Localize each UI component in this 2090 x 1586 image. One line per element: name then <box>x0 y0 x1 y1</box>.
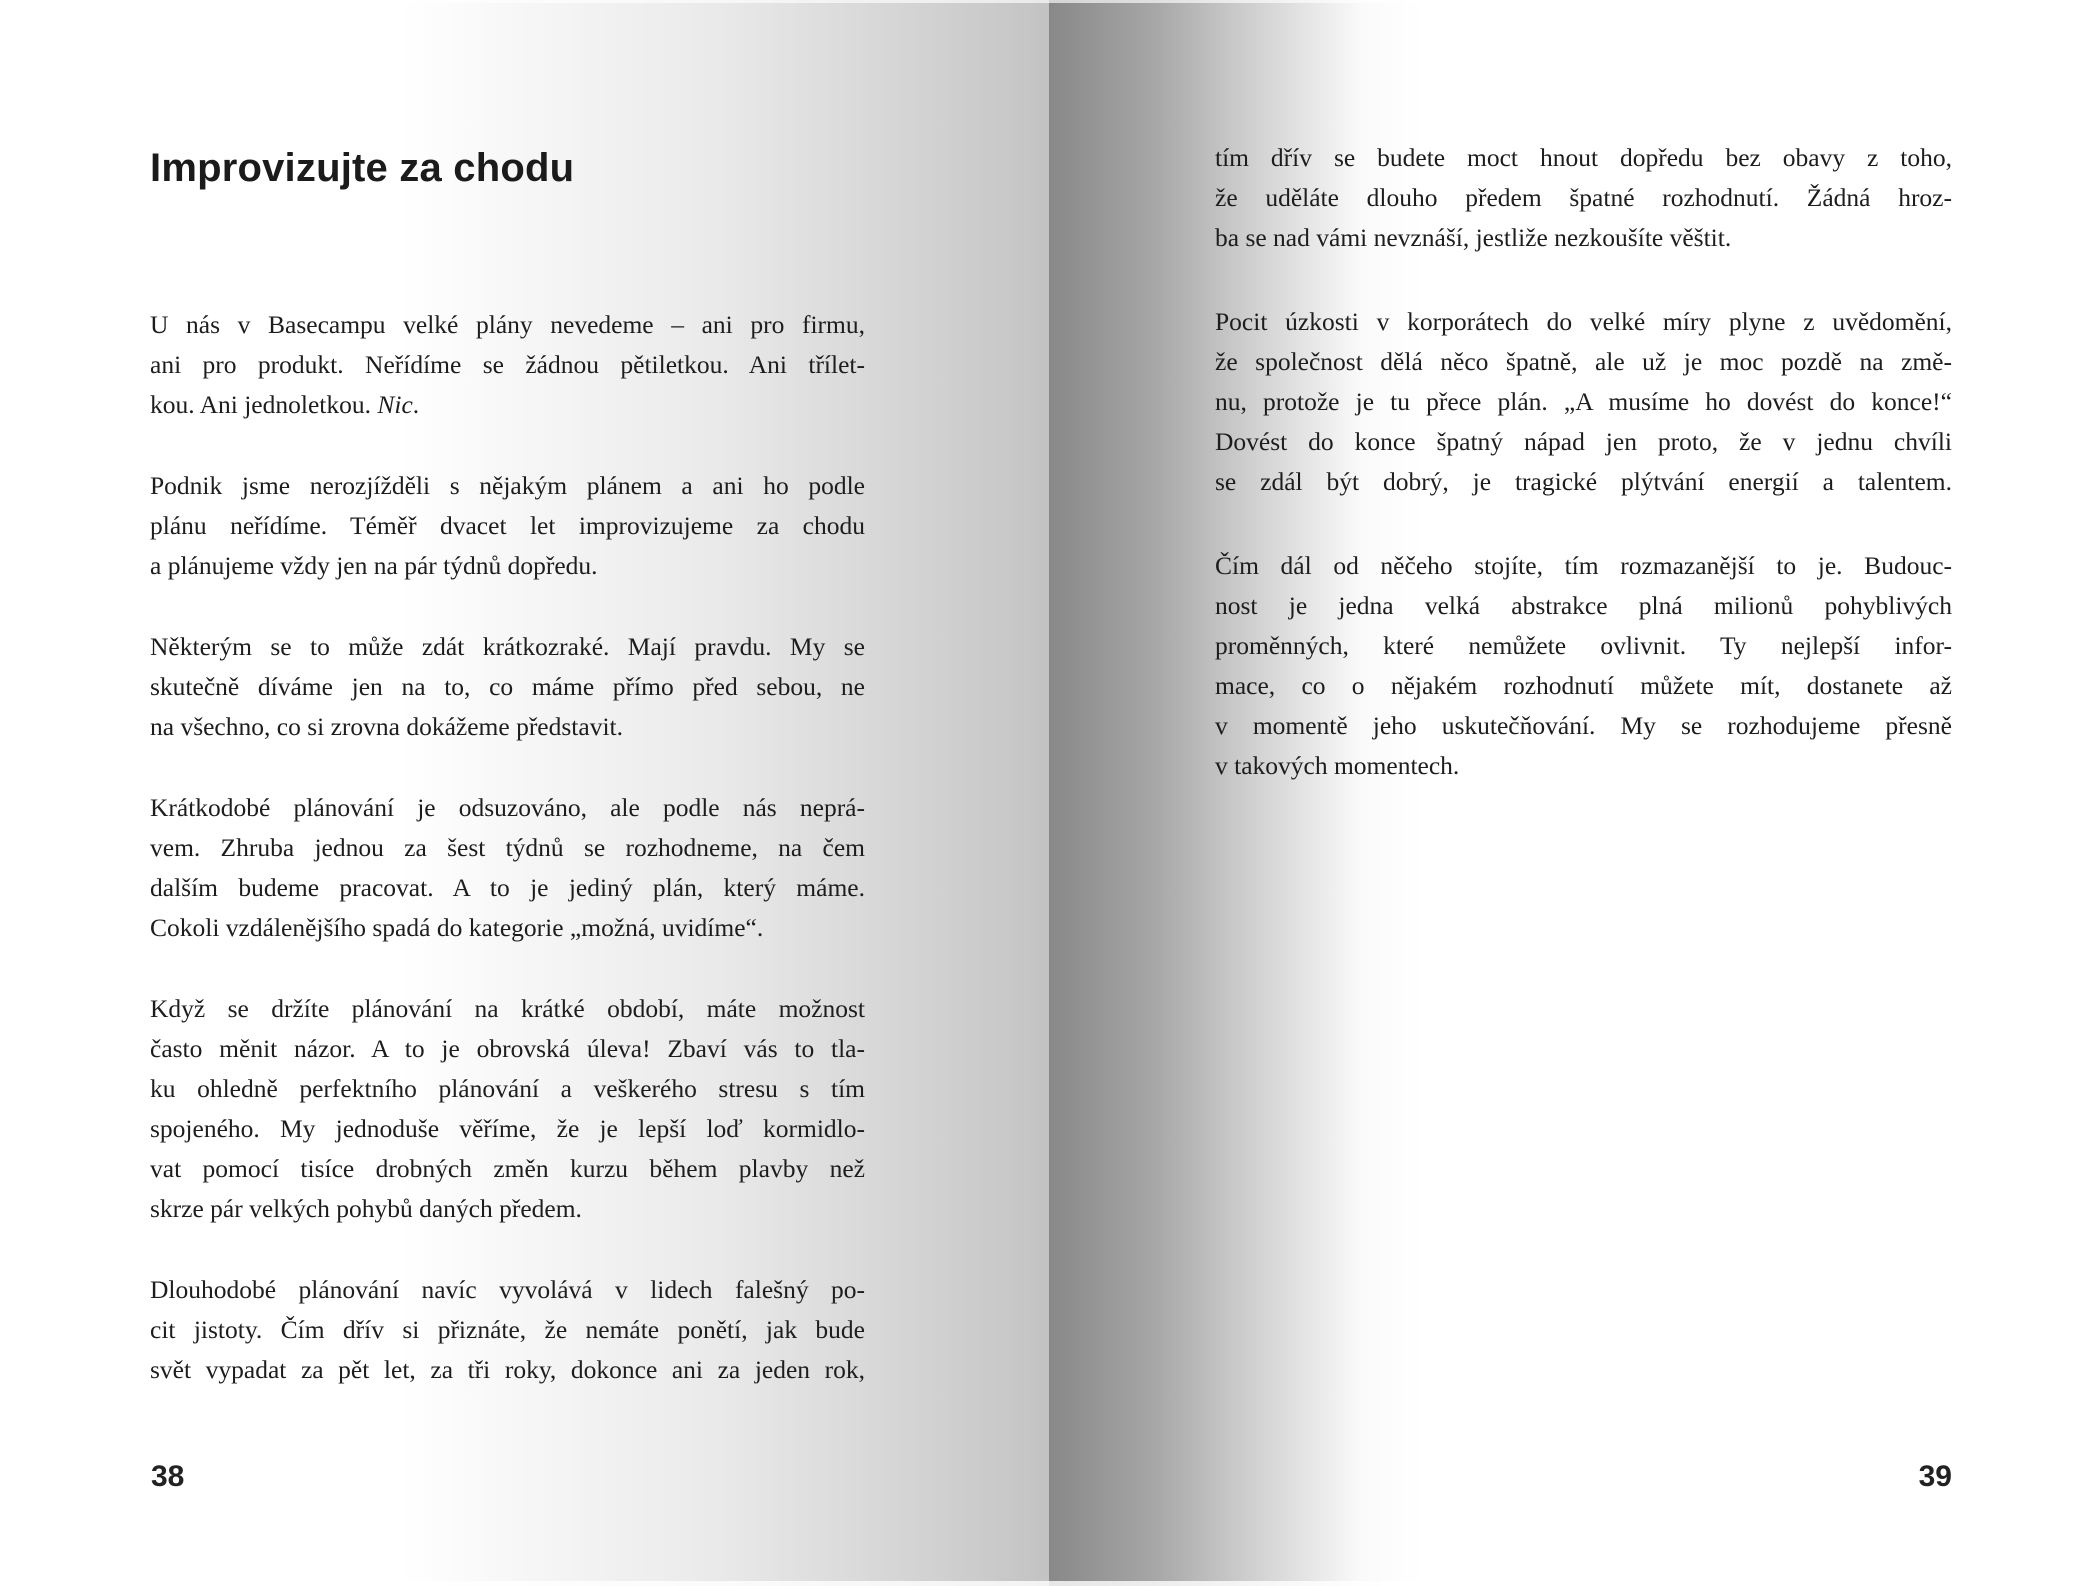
text-line: skrze pár velkých pohybů daných předem. <box>150 1194 582 1223</box>
chapter-heading: Improvizujte za chodu <box>150 146 575 190</box>
text-line: skutečně díváme jen na to, co máme přímo před sebou, ne <box>150 672 865 701</box>
text-line: ku ohledně perfektního plánování a veškerého stresu s tím <box>150 1074 865 1103</box>
text-line: vem. Zhruba jednou za šest týdnů se rozhodneme, na čem <box>150 833 865 862</box>
right-page-body <box>1215 138 1952 830</box>
text-line: Dlouhodobé plánování navíc vyvolává v lidech falešný po- <box>150 1275 865 1304</box>
text-line: cit jistoty. Čím dřív si přiznáte, že nemáte ponětí, jak bude <box>150 1315 865 1344</box>
text-line: Podnik jsme nerozjížděli s nějakým plánem a ani ho podle <box>150 471 865 500</box>
paragraph <box>150 1270 865 1390</box>
paragraph <box>150 466 865 586</box>
text-line: Dovést do konce špatný nápad jen proto, že v jednu chvíli <box>1215 427 1952 456</box>
paragraph <box>150 627 865 747</box>
paragraph <box>150 305 865 425</box>
text-line: se zdál být dobrý, je tragické plýtvání energií a talentem. <box>1215 467 1952 496</box>
text-line: tím dřív se budete moct hnout dopředu bez obavy z toho, <box>1215 143 1952 172</box>
italic-text: Nic <box>377 390 413 419</box>
text-line: vat pomocí tisíce drobných změn kurzu během plavby než <box>150 1154 865 1183</box>
text-line: v takových momentech. <box>1215 751 1460 780</box>
right-page-number: 39 <box>1918 1460 1952 1493</box>
paragraph <box>1215 546 1952 786</box>
text-line: že uděláte dlouho předem špatné rozhodnutí. Žádná hroz- <box>1215 183 1952 212</box>
text-line: dalším budeme pracovat. A to je jediný plán, který máme. <box>150 873 865 902</box>
paragraph <box>150 788 865 948</box>
text-line: nu, protože je tu přece plán. „A musíme ho dovést do konce!“ <box>1215 387 1952 416</box>
text-line: Některým se to může zdát krátkozraké. Mají pravdu. My se <box>150 632 865 661</box>
text-line: Cokoli vzdálenějšího spadá do kategorie „možná, uvidíme“. <box>150 913 764 942</box>
paragraph <box>150 989 865 1229</box>
text-line: na všechno, co si zrovna dokážeme představit. <box>150 712 623 741</box>
text-line: svět vypadat za pět let, za tři roky, dokonce ani za jeden rok, <box>150 1355 865 1384</box>
left-page-body <box>150 305 865 1431</box>
text-line: kou. Ani jednoletkou. Nic. <box>150 390 420 419</box>
text-line: U nás v Basecampu velké plány nevedeme – ani pro firmu, <box>150 310 865 339</box>
text-line: proměnných, které nemůžete ovlivnit. Ty nejlepší infor- <box>1215 631 1952 660</box>
text-line: v momentě jeho uskutečňování. My se rozhodujeme přesně <box>1215 711 1952 740</box>
left-page-number: 38 <box>151 1460 185 1493</box>
text-line: a plánujeme vždy jen na pár týdnů dopředu. <box>150 551 598 580</box>
text-line: nost je jedna velká abstrakce plná milionů pohyblivých <box>1215 591 1952 620</box>
right-page <box>1049 0 2090 1586</box>
text-line: ani pro produkt. Neřídíme se žádnou pětiletkou. Ani třílet- <box>150 350 865 379</box>
text-line: plánu neřídíme. Téměř dvacet let improvizujeme za chodu <box>150 511 865 540</box>
text-line: ba se nad vámi nevznáší, jestliže nezkoušíte věštit. <box>1215 223 1732 252</box>
text-line: že společnost dělá něco špatně, ale už je moc pozdě na změ- <box>1215 347 1952 376</box>
text-line: Krátkodobé plánování je odsuzováno, ale podle nás neprá- <box>150 793 865 822</box>
text-line: spojeného. My jednoduše věříme, že je lepší loď kormidlo- <box>150 1114 865 1143</box>
paragraph <box>1215 138 1952 258</box>
text-line: Čím dál od něčeho stojíte, tím rozmazanější to je. Budouc- <box>1215 551 1952 580</box>
text-line: Když se držíte plánování na krátké období, máte možnost <box>150 994 865 1023</box>
paragraph <box>1215 302 1952 502</box>
text-line: mace, co o nějakém rozhodnutí můžete mít, dostanete až <box>1215 671 1952 700</box>
text-line: Pocit úzkosti v korporátech do velké míry plyne z uvědomění, <box>1215 307 1952 336</box>
text-line: často měnit názor. A to je obrovská úleva! Zbaví vás to tla- <box>150 1034 865 1063</box>
